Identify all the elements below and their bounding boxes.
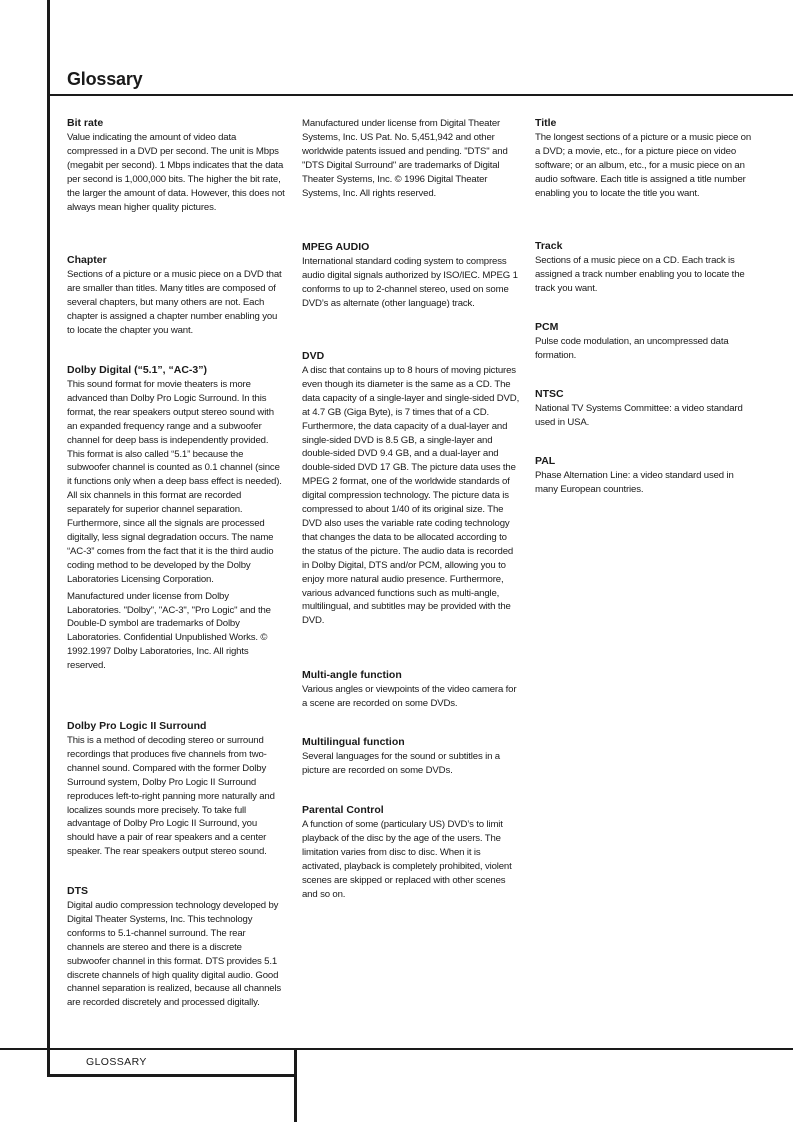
glossary-column-1 (67, 117, 285, 1010)
glossary-entry-ntsc (535, 388, 753, 455)
glossary-definition: Sections of a picture or a music piece on a DVD that are smaller than titles. Many titles are composed of several chapters, but many others are not. Each chapter is assigned a chapter number enabling you to locate the chapter you want. (67, 269, 282, 336)
glossary-definition: Various angles or viewpoints of the video camera for a scene are recorded on some DVDs. (302, 684, 517, 709)
glossary-definition: A disc that contains up to 8 hours of moving pictures even though its diameter is the same as a CD. The data capacity of a single-layer and single-sided DVD, at 4.7 GB (Giga Byte), is 7 times that of a CD. Furthermore, the data capacity of a dual-layer and single-sided DVD is 8.5 GB, a single-layer and double-sided DVD 9.4 GB, and a dual-layer and double-sided DVD 17 GB. The picture data uses the MPEG 2 format, one of the worldwide standards of digital compression technology. The picture data is compressed to about 1/40 of its original size. The DVD also uses the variable rate coding technology that changes the data to be allocated according to the status of the picture. The audio data is recorded in Dolby Digital, DTS and/or PCM, allowing you to enjoy more natural audio presence. Furthermore, various advanced functions such as multi-angle, multilingual, and subtitles may be provided with the DVD. (302, 365, 520, 627)
glossary-entry-dolby-pro-logic (67, 720, 285, 885)
glossary-term: Bit rate (67, 117, 104, 129)
header-rule (47, 94, 793, 96)
glossary-term: Title (535, 117, 557, 129)
glossary-definition: Several languages for the sound or subtitles in a picture are recorded on some DVDs. (302, 751, 500, 776)
glossary-definition: National TV Systems Committee: a video standard used in USA. (535, 403, 743, 428)
glossary-entry-chapter (67, 254, 285, 364)
glossary-entry-mpeg-audio (302, 241, 520, 350)
glossary-dts-license-notice (302, 117, 520, 241)
glossary-definition: This sound format for movie theaters is more advanced than Dolby Pro Logic Surround. In this format, the rear speakers output stereo sound with an expanded frequency range and a subwoofer channel for deep bass is independently provided. This format is also called “5.1” because the subwoofer channel is counted as 0.1 channel (since it functions only when a deep bass effect is needed). All six channels in this format are recorded separately for superior channel separation. Furthermore, since all the signals are processed digitally, less signal degradation occurs. The name “AC-3” comes from the fact that it is the third audio coding method to be developed by the Dolby Laboratories Licensing Corporation. (67, 379, 282, 585)
glossary-term: PAL (535, 455, 556, 467)
glossary-trademark-notice: Manufactured under license from Dolby Laboratories. "Dolby", "AC-3", "Pro Logic" and the Double-D symbol are trademarks of Dolby Laboratories. Confidential Unpublished Works. © 1992.1997 Dolby Laboratories, Inc. All rights reserved. (67, 590, 271, 672)
glossary-definition: The longest sections of a picture or a music piece on a DVD; a movie, etc., for a picture piece on video software; or an album, etc., for a music piece on an audio software. Each title is assigned a title number enabling you to locate the title you want. (535, 132, 752, 199)
glossary-entry-dvd (302, 350, 520, 669)
glossary-definition: Pulse code modulation, an uncompressed data formation. (535, 336, 729, 361)
glossary-entry-title (535, 117, 753, 240)
glossary-entry-pcm (535, 321, 753, 388)
glossary-term: Dolby Digital (“5.1”, “AC-3”) (67, 364, 208, 376)
footer-box-right-rule (294, 1048, 297, 1122)
glossary-definition: International standard coding system to compress audio digital signals authorized by ISO/IEC. MPEG 1 conforms to up to 2-channel stereo, used on some DVD’s as alternate (other language) track. (302, 256, 518, 309)
glossary-term: DVD (302, 350, 325, 362)
glossary-definition: Sections of a music piece on a CD. Each track is assigned a track number enabling you to locate the track you want. (535, 255, 745, 294)
glossary-term: PCM (535, 321, 559, 333)
glossary-term: Multilingual function (302, 736, 405, 748)
glossary-entry-parental-control (302, 804, 520, 901)
glossary-definition: This is a method of decoding stereo or surround recordings that produces five channels from two-channel sound. Compared with the former Dolby Surround system, Dolby Pro Logic II Surround reproduces left-to-right panning more naturally and localizes sounds more precisely. To take full advantage of Dolby Pro Logic II Surround, you should have a pair of rear speakers and a center speaker. The rear speakers output stereo sound. (67, 735, 275, 858)
glossary-term: Parental Control (302, 804, 384, 816)
glossary-definition: Digital audio compression technology developed by Digital Theater Systems, Inc. This technology conforms to 5.1-channel surround. The rear channels are stereo and there is a discrete subwoofer channel in this format. DTS provides 5.1 discrete channels of high quality digital audio. Good channel separation is realized, because all channels are recorded discretely and processed digitally. (67, 900, 282, 1009)
glossary-term: Multi-angle function (302, 669, 402, 681)
glossary-entry-dolby-digital (67, 364, 285, 720)
footer-rule (0, 1048, 793, 1050)
glossary-term: MPEG AUDIO (302, 241, 370, 253)
glossary-entry-track (535, 240, 753, 321)
glossary-term: DTS (67, 885, 88, 897)
glossary-definition: A function of some (particulary US) DVD’s to limit playback of the disc by the age of the users. The limitation varies from disc to disc. When it is activated, playback is completely prohibited, violent scenes are skipped or replaced with other scenes and so on. (302, 819, 512, 900)
glossary-trademark-notice: Manufactured under license from Digital Theater Systems, Inc. US Pat. No. 5,451,942 and other worldwide patents issued and pending. "DTS" and "DTS Digital Surround" are trademarks of Digital Theater Systems, Inc. © 1996 Digital Theater Systems, Inc. All rights reserved. (302, 118, 508, 199)
footer-box-bottom-rule (47, 1074, 297, 1077)
glossary-column-2 (302, 117, 520, 901)
glossary-column-3 (535, 117, 753, 497)
glossary-term: Track (535, 240, 563, 252)
glossary-term: Chapter (67, 254, 107, 266)
left-margin-rule (47, 0, 50, 1076)
glossary-entry-multi-angle (302, 669, 520, 736)
glossary-term: Dolby Pro Logic II Surround (67, 720, 207, 732)
glossary-definition: Phase Alternation Line: a video standard used in many European countries. (535, 470, 734, 495)
glossary-entry-pal (535, 455, 753, 497)
glossary-definition: Value indicating the amount of video data compressed in a DVD per second. The unit is Mbps (megabit per second). 1 Mbps indicates that the data per second is 1,000,000 bits. The higher the bit rate, the larger the amount of data. However, this does not always mean higher quality pictures. (67, 132, 285, 213)
glossary-term: NTSC (535, 388, 564, 400)
footer-section-label: GLOSSARY (86, 1056, 147, 1068)
glossary-entry-multilingual (302, 736, 520, 804)
glossary-entry-bit-rate (67, 117, 285, 254)
glossary-entry-dts (67, 885, 285, 1010)
page-title: Glossary (67, 69, 143, 89)
